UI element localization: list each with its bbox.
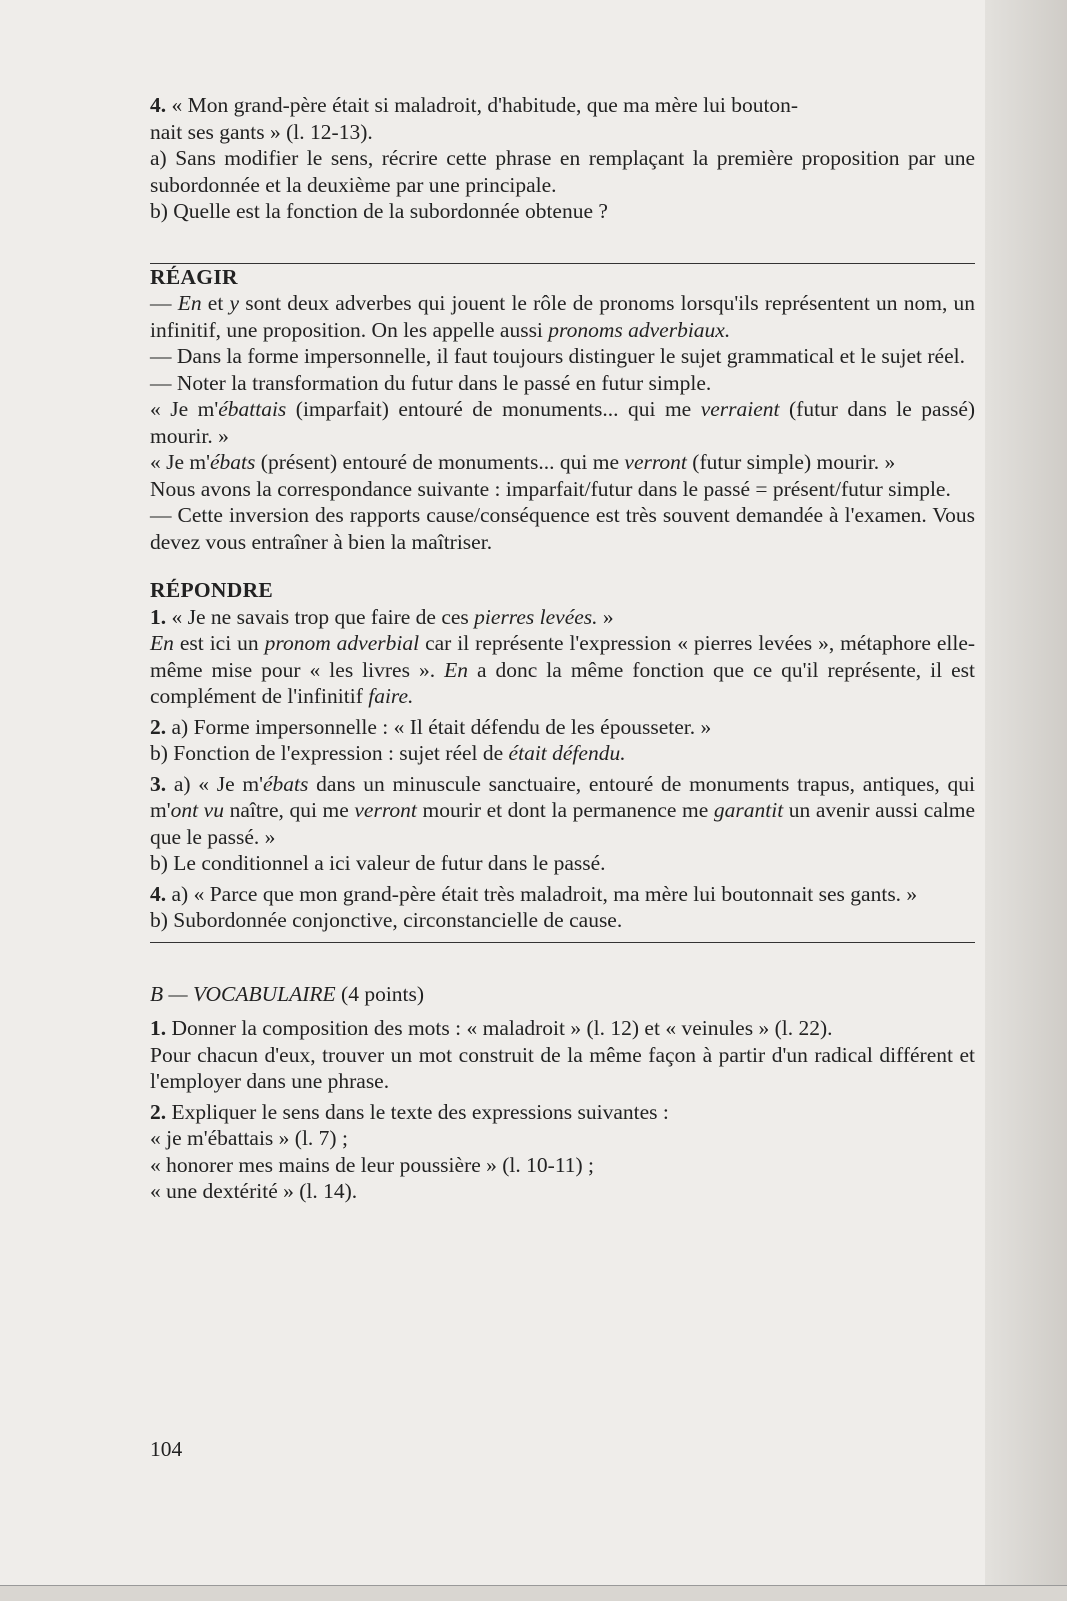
a3-v3: verront [354, 798, 417, 822]
answer-3b: b) Le conditionnel a ici valeur de futur dans le passé. [150, 851, 606, 875]
page-content [150, 92, 975, 1205]
vocab-2-number: 2. [150, 1099, 167, 1124]
vocab-1-number: 1. [150, 1016, 167, 1040]
q1-verb1: ébattais [218, 397, 287, 421]
q4-part-b: b) Quelle est la fonction de la subordonnée obtenue ? [150, 199, 608, 223]
adverb-y: y [229, 291, 240, 315]
page-bottom-edge [0, 1585, 1067, 1601]
reagir-p1-text: sont deux adverbes qui jouent le rôle de pronoms lorsqu'ils représentent un nom, un infinitif, une proposition. On les appelle aussi [150, 291, 976, 342]
question-4-top [150, 92, 975, 225]
a1-term: pronom adverbial [264, 631, 420, 655]
q1-verb2: verraient [700, 397, 780, 421]
answer-4b: b) Subordonnée conjonctive, circonstancielle de cause. [150, 908, 623, 932]
q4-line [150, 92, 975, 119]
q1-a: « Je m' [150, 397, 219, 421]
answer-2a [150, 714, 975, 741]
answer-4a [150, 881, 975, 908]
a1-t2: car il représente l'expression « pierres levées », métaphore elle-même mise pour « les livres ». [150, 631, 976, 682]
a1-faire: faire. [368, 684, 414, 708]
q1-b: (imparfait) entouré de monuments... qui me [295, 397, 692, 421]
a2-a: a) Forme impersonnelle : « Il était défendu de les épousseter. » [171, 714, 712, 739]
adverb-en: En [177, 291, 202, 315]
a3-v1: ébats [263, 771, 309, 796]
vocab-1 [150, 1015, 975, 1042]
vocab-2-text: Expliquer le sens dans le texte des expressions suivantes : [171, 1099, 669, 1124]
vocab-1-text: Donner la composition des mots : « maladroit » (l. 12) et « veinules » (l. 22). [171, 1016, 833, 1040]
q2-verb1: ébats [210, 450, 256, 474]
a2-b: b) Fonction de l'expression : sujet réel de [150, 741, 504, 765]
reagir-p3: — Noter la transformation du futur dans le passé en futur simple. [150, 370, 712, 395]
answer-1-quote [150, 604, 975, 631]
q4-part-a: a) Sans modifier le sens, récrire cette phrase en remplaçant la première proposition par une subordonnée et la deuxième par une principale. [150, 146, 975, 197]
reagir-p1-term: pronoms adverbiaux. [548, 317, 731, 342]
answer-3a [150, 771, 975, 851]
q2-c: (futur simple) mourir. » [692, 450, 896, 474]
q4-number: 4. [150, 93, 167, 117]
a2-b-it: était défendu. [508, 741, 626, 765]
a1-quote-it: pierres levées. [474, 604, 598, 629]
vocab-title: B — VOCABULAIRE [150, 981, 336, 1006]
reagir-heading: RÉAGIR [150, 264, 238, 289]
a1-t1: est ici un [179, 631, 259, 655]
q2-b: (présent) entouré de monuments... qui me [260, 450, 620, 474]
reagir-p2: — Dans la forme impersonnelle, il faut toujours distinguer le sujet grammatical et le sujet réel. [150, 344, 965, 368]
q2-a: « Je m' [150, 450, 211, 474]
vocabulaire-heading [150, 981, 975, 1008]
repondre-heading: RÉPONDRE [150, 578, 274, 602]
reagir-quote-2 [150, 449, 975, 476]
reagir-p1: — En et y sont deux adverbes qui jouent le rôle de pronoms lorsqu'ils représentent un nom, un infinitif, une proposition. On les appelle aussi pronoms adverbiaux. [150, 291, 976, 342]
reagir-p4: Nous avons la correspondance suivante : imparfait/futur dans le passé = présent/futur simple. [150, 476, 951, 501]
a3-a4: mourir et dont la permanence me [422, 798, 709, 822]
q1-c: (futur dans le passé) mourir. » [150, 397, 976, 448]
q4-text-1: « Mon grand-père était si maladroit, d'habitude, que ma mère lui bouton- [171, 93, 799, 117]
a1-quote-end: » [602, 604, 614, 629]
answer-1-number: 1. [150, 604, 167, 629]
a3-v2: ont vu [170, 798, 224, 822]
a1-t3: a donc la même fonction que ce qu'il représente, il est complément de l'infinitif [150, 657, 975, 708]
vocab-2 [150, 1099, 975, 1126]
answer-3-number: 3. [150, 771, 167, 796]
a1-en: En [150, 631, 174, 655]
answer-2b [150, 740, 975, 767]
vocab-2-line3: « une dextérité » (l. 14). [150, 1179, 358, 1203]
reagir-quote-1 [150, 396, 975, 449]
vocab-2-line1: « je m'ébattais » (l. 7) ; [150, 1126, 348, 1150]
a3-a5: un avenir aussi calme que le passé. » [150, 798, 976, 849]
a3-a3: naître, qui me [229, 798, 349, 822]
page-number: 104 [150, 1437, 183, 1461]
answer-2-number: 2. [150, 714, 167, 739]
reagir-p5: — Cette inversion des rapports cause/conséquence est très souvent demandée à l'examen. Vous devez vous entraîner à bien la maîtriser. [150, 503, 975, 554]
vocab-1-text2: Pour chacun d'eux, trouver un mot construit de la même façon à partir d'un radical différent et l'employer dans une phrase. [150, 1042, 975, 1093]
answer-1-text [150, 630, 975, 710]
vocab-2-line2: « honorer mes mains de leur poussière » (l. 10-11) ; [150, 1152, 595, 1177]
q4-text-2: nait ses gants » (l. 12-13). [150, 119, 373, 144]
a4-a: a) « Parce que mon grand-père était très maladroit, ma mère lui boutonnait ses gants. » [171, 881, 918, 906]
vocab-points: (4 points) [341, 981, 425, 1006]
a1-quote: « Je ne savais trop que faire de ces [171, 604, 469, 629]
q2-verb2: verront [624, 450, 687, 474]
a3-a2: dans un minuscule sanctuaire, entouré de monuments trapus, antiques, qui m' [150, 771, 976, 822]
a3-a1: a) « Je m' [173, 771, 264, 796]
a1-en2: En [444, 657, 468, 682]
answer-4-number: 4. [150, 881, 167, 906]
a3-v4: garantit [713, 798, 784, 822]
page-gutter [985, 0, 1067, 1600]
